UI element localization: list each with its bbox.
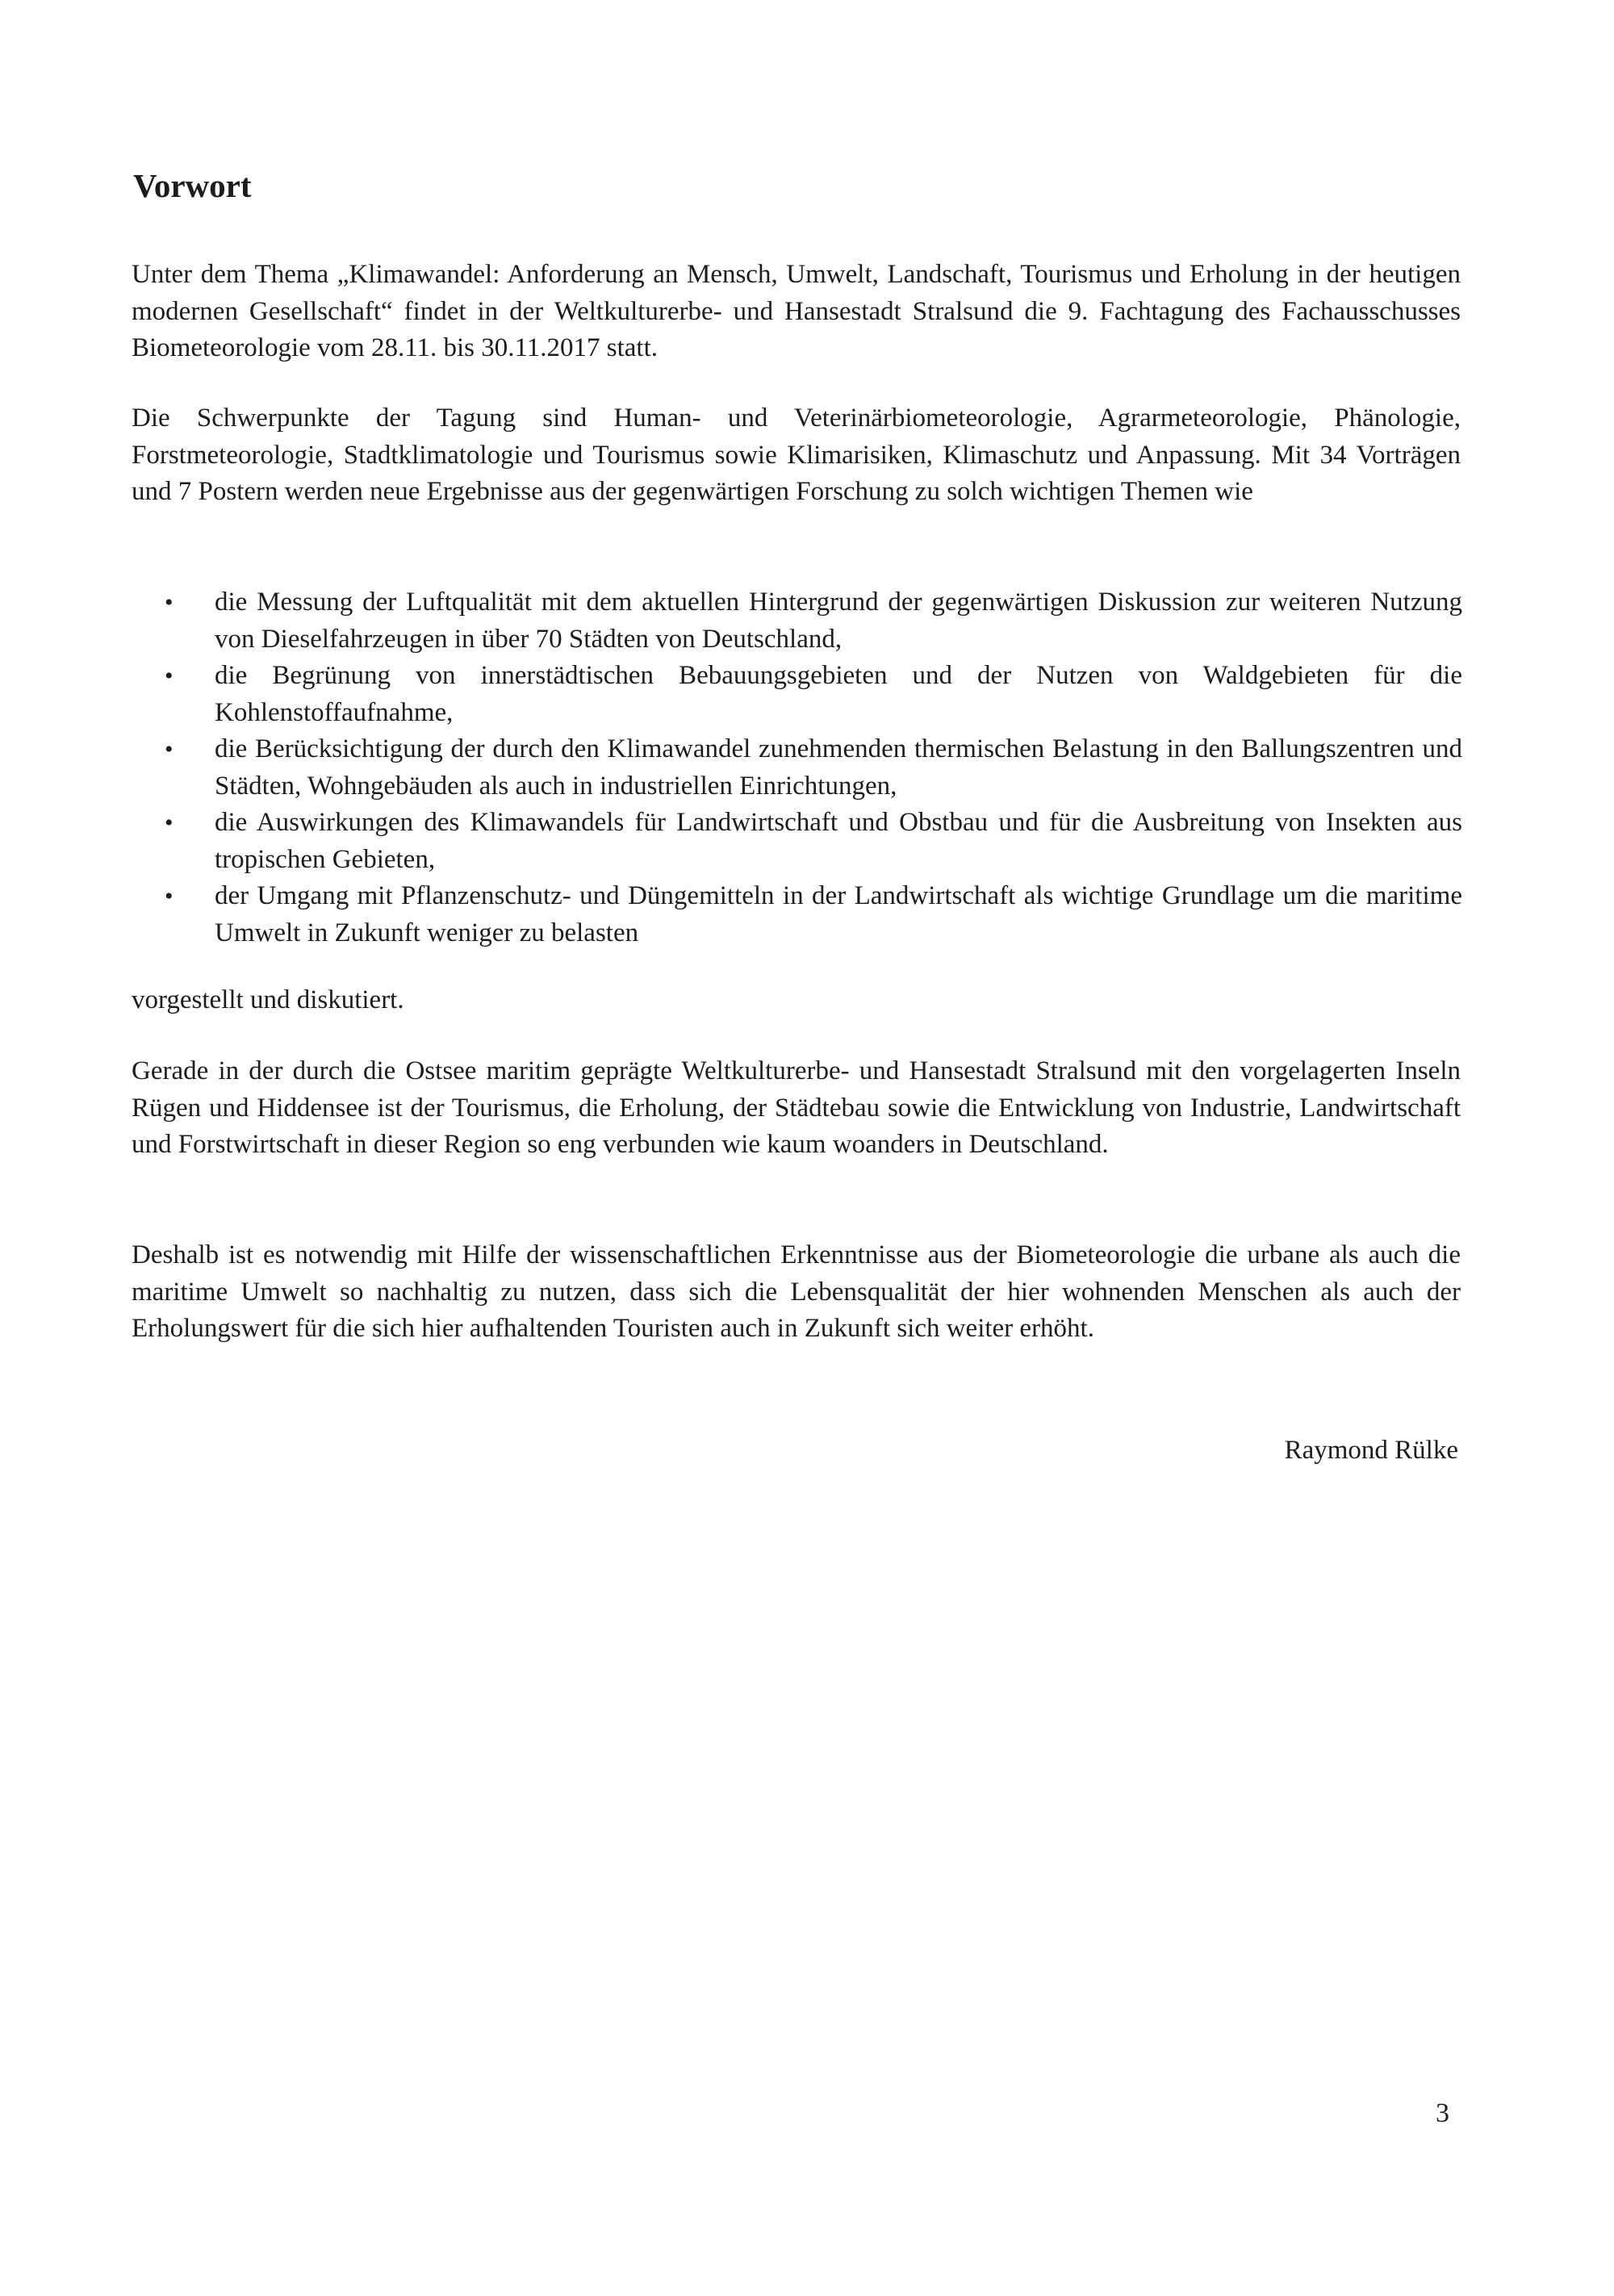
bullet-icon: • xyxy=(165,736,174,763)
conclusion-paragraph: Deshalb ist es notwendig mit Hilfe der wissenschaftlichen Erkenntnisse aus der Biometeorologie die urbane als auch die maritime Umwelt so nachhaltig zu nutzen, dass sich die Lebensqualität der hier wohnenden Menschen als auch der Erholungswert für die sich hier aufhaltenden Touristen auch in Zukunft sich weiter erhöht. xyxy=(132,1240,1461,1343)
list-item-text: die Auswirkungen des Klimawandels für Landwirtschaft und Obstbau und für die Ausbreitung von Insekten aus tropischen Gebieten, xyxy=(215,808,1462,874)
region-paragraph: Gerade in der durch die Ostsee maritim geprägte Weltkulturerbe- und Hansestadt Stralsund mit den vorgelagerten Inseln Rügen und Hiddensee ist der Tourismus, die Erholung, der Städtebau sowie die Entwicklung von Industrie, Landwirtschaft und Forstwirtschaft in dieser Region so eng verbunden wie kaum woanders in Deutschland. xyxy=(132,1056,1461,1159)
list-item-text: die Begrünung von innerstädtischen Bebauungsgebieten und der Nutzen von Waldgebieten für die Kohlenstoffaufnahme, xyxy=(215,661,1462,727)
list-item xyxy=(161,878,1462,951)
author-signature: Raymond Rülke xyxy=(1284,1436,1458,1465)
list-item-text: die Messung der Luftqualität mit dem aktuellen Hintergrund der gegenwärtigen Diskussion zur weiteren Nutzung von Dieselfahrzeugen in über 70 Städten von Deutschland, xyxy=(215,588,1462,654)
focus-paragraph: Die Schwerpunkte der Tagung sind Human- und Veterinärbiometeorologie, Agrarmeteorologie, Phänologie, Forstmeteorologie, Stadtklimatologie und Tourismus sowie Klimarisiken, Klimaschutz und Anpassung. Mit 34 Vorträgen und 7 Postern werden neue Ergebnisse aus der gegenwärtigen Forschung zu solch wichtigen Themen wie xyxy=(132,404,1461,506)
page-number: 3 xyxy=(1436,2098,1449,2128)
list-item xyxy=(161,658,1462,731)
intro-paragraph: Unter dem Thema „Klimawandel: Anforderung an Mensch, Umwelt, Landschaft, Tourismus und Erholung in der heutigen modernen Gesellschaft“ findet in der Weltkulturerbe- und Hansestadt Stralsund die 9. Fachtagung des Fachausschusses Biometeorologie vom 28.11. bis 30.11.2017 statt. xyxy=(132,260,1461,362)
list-item xyxy=(161,584,1462,658)
list-item-text: der Umgang mit Pflanzenschutz- und Düngemitteln in der Landwirtschaft als wichtige Grundlage um die maritime Umwelt in Zukunft weniger zu belasten xyxy=(215,881,1462,947)
bullet-icon: • xyxy=(165,663,174,689)
bullet-icon: • xyxy=(165,809,174,836)
bullet-icon: • xyxy=(165,589,174,616)
bullet-icon: • xyxy=(165,883,174,910)
list-item xyxy=(161,731,1462,805)
topic-list xyxy=(161,584,1462,951)
list-item-text: die Berücksichtigung der durch den Klimawandel zunehmenden thermischen Belastung in den Ballungszentren und Städten, Wohngebäuden als auch in industriellen Einrichtungen, xyxy=(215,734,1462,801)
list-item xyxy=(161,805,1462,878)
closing-phrase: vorgestellt und diskutiert. xyxy=(132,985,404,1014)
page-title: Vorwort xyxy=(133,167,252,204)
